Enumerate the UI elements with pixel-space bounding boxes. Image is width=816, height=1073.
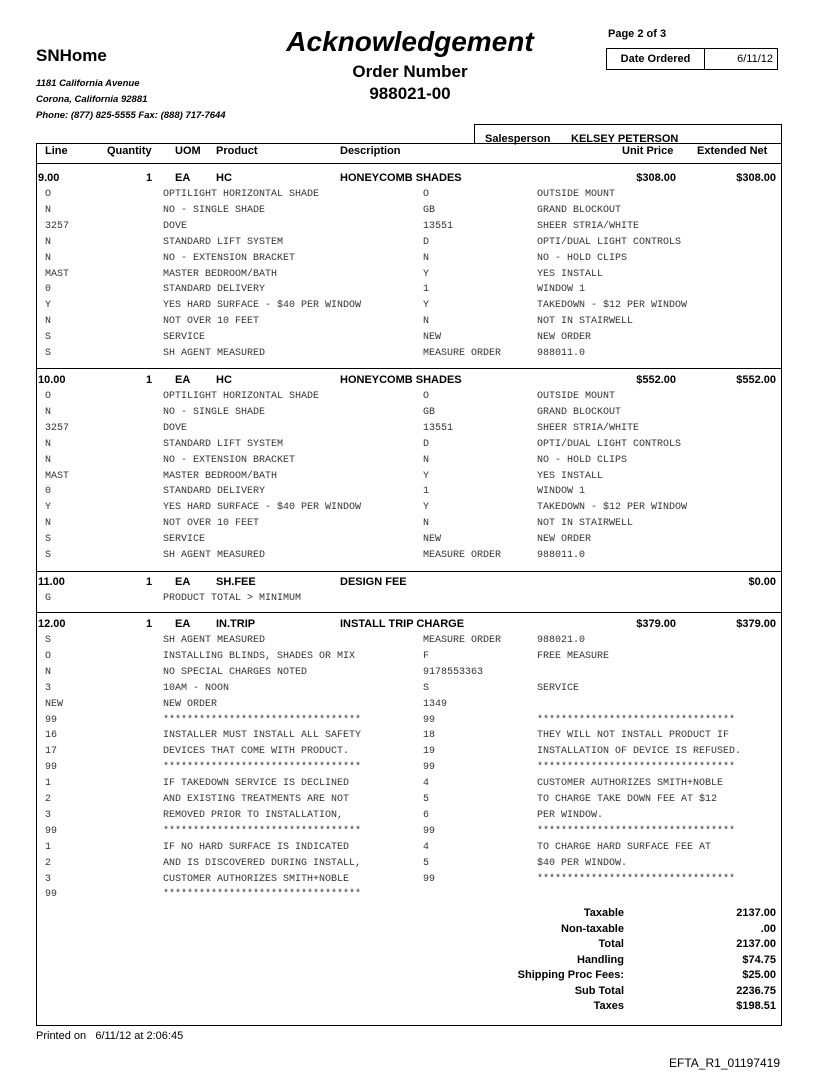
option-code: 0 — [45, 486, 52, 498]
option-code: 3 — [45, 873, 52, 885]
option-code: 2 — [45, 857, 52, 869]
item-unit-price: $308.00 — [636, 172, 676, 184]
option-text: STANDARD DELIVERY — [163, 486, 266, 498]
option-code: NEW — [45, 698, 64, 710]
option-value-text: NEW ORDER — [537, 534, 592, 546]
option-text: SH AGENT MEASURED — [163, 550, 266, 561]
option-code: Y — [45, 300, 52, 312]
option-value-code: 6 — [423, 809, 430, 821]
company-address-line-2: Corona, California 92881 — [36, 94, 148, 105]
option-value-text: 988011.0 — [537, 550, 586, 561]
option-text: DOVE — [163, 220, 188, 232]
item-product-code: SH.FEE — [216, 576, 256, 588]
column-header-uom: UOM — [175, 145, 201, 157]
option-value-code: 4 — [423, 778, 430, 790]
option-text: NO SPECIAL CHARGES NOTED — [163, 666, 308, 678]
option-value-code: 13551 — [423, 220, 454, 232]
option-value-text: PER WINDOW. — [537, 809, 604, 821]
item-quantity: 1 — [146, 576, 153, 588]
option-text: CUSTOMER AUTHORIZES SMITH+NOBLE — [163, 873, 350, 885]
option-value-text: ********************************* — [537, 762, 736, 774]
item-quantity: 1 — [146, 172, 153, 184]
item-product-code: HC — [216, 374, 232, 386]
option-value-code: Y — [423, 300, 430, 312]
option-code: O — [45, 189, 52, 200]
order-number-label: Order Number — [352, 62, 468, 81]
option-value-text: OPTI/DUAL LIGHT CONTROLS — [537, 236, 682, 248]
total-label: Taxable — [583, 907, 624, 919]
option-code: 99 — [45, 714, 58, 726]
option-code: 99 — [45, 762, 58, 774]
option-value-text: YES INSTALL — [537, 470, 604, 482]
option-value-text: YES INSTALL — [537, 268, 604, 280]
option-text: AND EXISTING TREATMENTS ARE NOT — [163, 794, 350, 805]
option-code: N — [45, 236, 52, 248]
total-label: Total — [598, 938, 624, 950]
option-text: NO - EXTENSION BRACKET — [163, 454, 296, 466]
option-text: OPTILIGHT HORIZONTAL SHADE — [163, 391, 320, 402]
item-extended-net: $552.00 — [736, 374, 776, 386]
option-value-text: NO - HOLD CLIPS — [537, 252, 628, 264]
option-text: STANDARD LIFT SYSTEM — [163, 236, 284, 248]
option-text: MASTER BEDROOM/BATH — [163, 470, 278, 482]
column-header-extended-net: Extended Net — [697, 145, 768, 157]
option-value-code: GB — [423, 204, 436, 216]
option-value-code: 99 — [423, 714, 436, 726]
option-code: 2 — [45, 794, 52, 805]
header-divider — [36, 163, 781, 164]
option-text: INSTALLER MUST INSTALL ALL SAFETY — [163, 730, 362, 742]
option-value-code: O — [423, 189, 430, 200]
item-quantity: 1 — [146, 374, 153, 386]
option-text: ********************************* — [163, 825, 362, 837]
option-text: ********************************* — [163, 714, 362, 726]
column-header-unit-price: Unit Price — [622, 145, 674, 157]
option-value-text: GRAND BLOCKOUT — [537, 204, 622, 216]
option-code: Y — [45, 502, 52, 514]
option-value-code: O — [423, 391, 430, 402]
item-product-code: HC — [216, 172, 232, 184]
item-uom: EA — [175, 576, 191, 588]
column-header-product: Product — [216, 145, 258, 157]
item-extended-net: $0.00 — [748, 576, 776, 588]
option-code: N — [45, 518, 52, 530]
company-address-line-1: 1181 California Avenue — [36, 78, 140, 89]
option-text: INSTALLING BLINDS, SHADES OR MIX — [163, 650, 356, 662]
option-text: DEVICES THAT COME WITH PRODUCT. — [163, 746, 350, 758]
option-code: 3257 — [45, 422, 70, 434]
option-code: N — [45, 316, 52, 328]
option-value-code: D — [423, 438, 430, 450]
item-uom: EA — [175, 618, 191, 630]
option-value-code: 5 — [423, 794, 430, 805]
total-value: 2236.75 — [736, 984, 776, 997]
item-quantity: 1 — [146, 618, 153, 630]
option-text: OPTILIGHT HORIZONTAL SHADE — [163, 189, 320, 200]
option-text: YES HARD SURFACE - $40 PER WINDOW — [163, 502, 362, 514]
option-code: N — [45, 252, 52, 264]
option-value-code: NEW — [423, 332, 442, 344]
option-value-code: 1 — [423, 486, 430, 498]
option-value-text: NOT IN STAIRWELL — [537, 518, 634, 530]
total-label: Shipping Proc Fees: — [517, 969, 624, 981]
option-code: S — [45, 534, 52, 546]
option-value-code: N — [423, 518, 430, 530]
option-value-code: NEW — [423, 534, 442, 546]
item-description: INSTALL TRIP CHARGE — [340, 618, 465, 630]
option-value-code: 13551 — [423, 422, 454, 434]
option-value-text: GRAND BLOCKOUT — [537, 406, 622, 418]
option-value-code: 1 — [423, 284, 430, 296]
option-value-code: 99 — [423, 762, 436, 774]
option-value-code: 99 — [423, 825, 436, 837]
option-code: N — [45, 204, 52, 216]
printed-on-label: Printed on — [36, 1030, 87, 1042]
option-text: MASTER BEDROOM/BATH — [163, 268, 278, 280]
option-text: SERVICE — [163, 534, 206, 546]
item-extended-net: $308.00 — [736, 172, 776, 184]
option-code: 16 — [45, 730, 58, 742]
option-value-code: GB — [423, 406, 436, 418]
option-value-text: NOT IN STAIRWELL — [537, 316, 634, 328]
option-value-text: NO - HOLD CLIPS — [537, 454, 628, 466]
option-code: O — [45, 650, 52, 662]
total-value: $74.75 — [742, 953, 776, 966]
salesperson-name: KELSEY PETERSON — [571, 133, 679, 145]
option-value-text: ********************************* — [537, 825, 736, 837]
option-text: PRODUCT TOTAL > MINIMUM — [163, 593, 302, 604]
option-code: 1 — [45, 841, 52, 853]
option-text: SERVICE — [163, 332, 206, 344]
item-description: DESIGN FEE — [340, 576, 407, 588]
item-line-number: 12.00 — [38, 618, 66, 630]
option-code: N — [45, 406, 52, 418]
option-value-text: ********************************* — [537, 873, 736, 885]
option-value-code: N — [423, 454, 430, 466]
option-value-text: OPTI/DUAL LIGHT CONTROLS — [537, 438, 682, 450]
item-uom: EA — [175, 374, 191, 386]
total-label: Taxes — [593, 1000, 624, 1012]
item-product-code: IN.TRIP — [216, 618, 256, 630]
option-value-text: NEW ORDER — [537, 332, 592, 344]
option-value-text: 988021.0 — [537, 635, 586, 646]
option-code: MAST — [45, 268, 70, 280]
option-text: 10AM - NOON — [163, 682, 230, 694]
option-value-text: OUTSIDE MOUNT — [537, 189, 616, 200]
option-value-code: N — [423, 252, 430, 264]
total-value: $198.51 — [736, 1000, 776, 1012]
option-code: S — [45, 635, 52, 646]
option-code: 3257 — [45, 220, 70, 232]
printed-on-value: 6/11/12 at 2:06:45 — [95, 1030, 184, 1042]
option-code: 99 — [45, 825, 58, 837]
option-code: 3 — [45, 809, 52, 821]
option-value-text: OUTSIDE MOUNT — [537, 391, 616, 402]
option-text: YES HARD SURFACE - $40 PER WINDOW — [163, 300, 362, 312]
option-value-text: SHEER STRIA/WHITE — [537, 220, 640, 232]
total-label: Sub Total — [574, 984, 624, 997]
option-value-text: CUSTOMER AUTHORIZES SMITH+NOBLE — [537, 778, 724, 790]
option-value-code: 9178553363 — [423, 666, 484, 678]
item-unit-price: $552.00 — [636, 374, 676, 386]
item-line-number: 9.00 — [38, 172, 60, 184]
option-code: MAST — [45, 470, 70, 482]
option-value-code: 4 — [423, 841, 430, 853]
option-text: NO - EXTENSION BRACKET — [163, 252, 296, 264]
option-value-text: SHEER STRIA/WHITE — [537, 422, 640, 434]
item-divider — [36, 571, 781, 572]
option-code: N — [45, 438, 52, 450]
date-ordered-value: 6/11/12 — [737, 53, 773, 65]
option-text: SH AGENT MEASURED — [163, 348, 266, 359]
option-code: S — [45, 348, 52, 359]
option-text: NEW ORDER — [163, 698, 218, 710]
option-value-code: D — [423, 236, 430, 248]
option-text: SH AGENT MEASURED — [163, 635, 266, 646]
item-extended-net: $379.00 — [736, 618, 776, 630]
option-code: 3 — [45, 682, 52, 694]
company-phone: Phone: (877) 825-5555 Fax: (888) 717-7644 — [36, 110, 226, 121]
option-code: N — [45, 454, 52, 466]
option-value-text: $40 PER WINDOW. — [537, 857, 628, 869]
option-value-code: MEASURE ORDER — [423, 550, 502, 561]
option-text: IF TAKEDOWN SERVICE IS DECLINED — [163, 778, 350, 790]
order-number: 988021-00 — [369, 84, 451, 103]
option-text: AND IS DISCOVERED DURING INSTALL, — [163, 857, 362, 869]
option-value-text: TO CHARGE HARD SURFACE FEE AT — [537, 841, 712, 853]
option-text: ********************************* — [163, 762, 362, 774]
option-value-text: INSTALLATION OF DEVICE IS REFUSED. — [537, 746, 742, 758]
printed-on — [36, 1030, 183, 1042]
option-value-code: Y — [423, 502, 430, 514]
option-code: 0 — [45, 284, 52, 296]
option-text: DOVE — [163, 422, 188, 434]
option-value-code: F — [423, 650, 430, 662]
option-value-text: WINDOW 1 — [537, 284, 586, 296]
option-value-code: 5 — [423, 857, 430, 869]
item-description: HONEYCOMB SHADES — [340, 172, 462, 184]
option-value-code: MEASURE ORDER — [423, 635, 502, 646]
option-text: NO - SINGLE SHADE — [163, 204, 266, 216]
option-text: NOT OVER 10 FEET — [163, 316, 260, 328]
salesperson-box — [474, 124, 782, 144]
option-value-code: 99 — [423, 873, 436, 885]
total-label: Non-taxable — [561, 922, 624, 935]
item-line-number: 10.00 — [38, 374, 66, 386]
total-value: 2137.00 — [736, 938, 776, 950]
option-value-code: S — [423, 682, 430, 694]
document-title: Acknowledgement — [286, 26, 534, 57]
option-value-text: TAKEDOWN - $12 PER WINDOW — [537, 300, 688, 312]
option-value-code: N — [423, 316, 430, 328]
option-text: REMOVED PRIOR TO INSTALLATION, — [163, 809, 344, 821]
option-value-text: FREE MEASURE — [537, 650, 610, 662]
column-header-quantity: Quantity — [107, 145, 152, 157]
option-value-code: MEASURE ORDER — [423, 348, 502, 359]
document-id: EFTA_R1_01197419 — [669, 1056, 780, 1070]
option-text: NOT OVER 10 FEET — [163, 518, 260, 530]
option-text: STANDARD LIFT SYSTEM — [163, 438, 284, 450]
column-header-description: Description — [340, 145, 401, 157]
date-ordered-box — [606, 48, 778, 70]
total-value: .00 — [760, 922, 776, 935]
option-code: 17 — [45, 746, 58, 758]
total-value: 2137.00 — [736, 907, 776, 919]
option-text: NO - SINGLE SHADE — [163, 406, 266, 418]
item-divider — [36, 612, 781, 613]
option-code: G — [45, 593, 52, 604]
option-value-code: 19 — [423, 746, 436, 758]
item-description: HONEYCOMB SHADES — [340, 374, 462, 386]
option-value-text: TAKEDOWN - $12 PER WINDOW — [537, 502, 688, 514]
total-value: $25.00 — [742, 969, 776, 981]
option-value-code: Y — [423, 268, 430, 280]
option-value-code: 1349 — [423, 698, 448, 710]
item-line-number: 11.00 — [38, 576, 65, 588]
item-divider — [36, 368, 781, 369]
option-code: S — [45, 550, 52, 561]
option-value-text: WINDOW 1 — [537, 486, 586, 498]
option-value-text: SERVICE — [537, 682, 580, 694]
option-text: IF NO HARD SURFACE IS INDICATED — [163, 841, 350, 853]
page-indicator: Page 2 of 3 — [608, 28, 667, 40]
salesperson-label: Salesperson — [485, 133, 551, 145]
option-code: N — [45, 666, 52, 678]
option-code: 1 — [45, 778, 52, 790]
option-value-text: TO CHARGE TAKE DOWN FEE AT $12 — [537, 794, 718, 805]
option-code: S — [45, 332, 52, 344]
option-value-code: Y — [423, 470, 430, 482]
option-value-text: THEY WILL NOT INSTALL PRODUCT IF — [537, 730, 730, 742]
date-ordered-label: Date Ordered — [607, 49, 705, 69]
option-code: O — [45, 391, 52, 402]
item-uom: EA — [175, 172, 191, 184]
option-value-text: 988011.0 — [537, 348, 586, 359]
option-text: ********************************* — [163, 889, 362, 901]
company-name: SNHome — [36, 46, 107, 65]
option-code: 99 — [45, 889, 58, 901]
column-header-line: Line — [45, 145, 68, 157]
option-value-text: ********************************* — [537, 714, 736, 726]
item-unit-price: $379.00 — [636, 618, 676, 630]
option-value-code: 18 — [423, 730, 436, 742]
total-label: Handling — [576, 953, 624, 966]
option-text: STANDARD DELIVERY — [163, 284, 266, 296]
